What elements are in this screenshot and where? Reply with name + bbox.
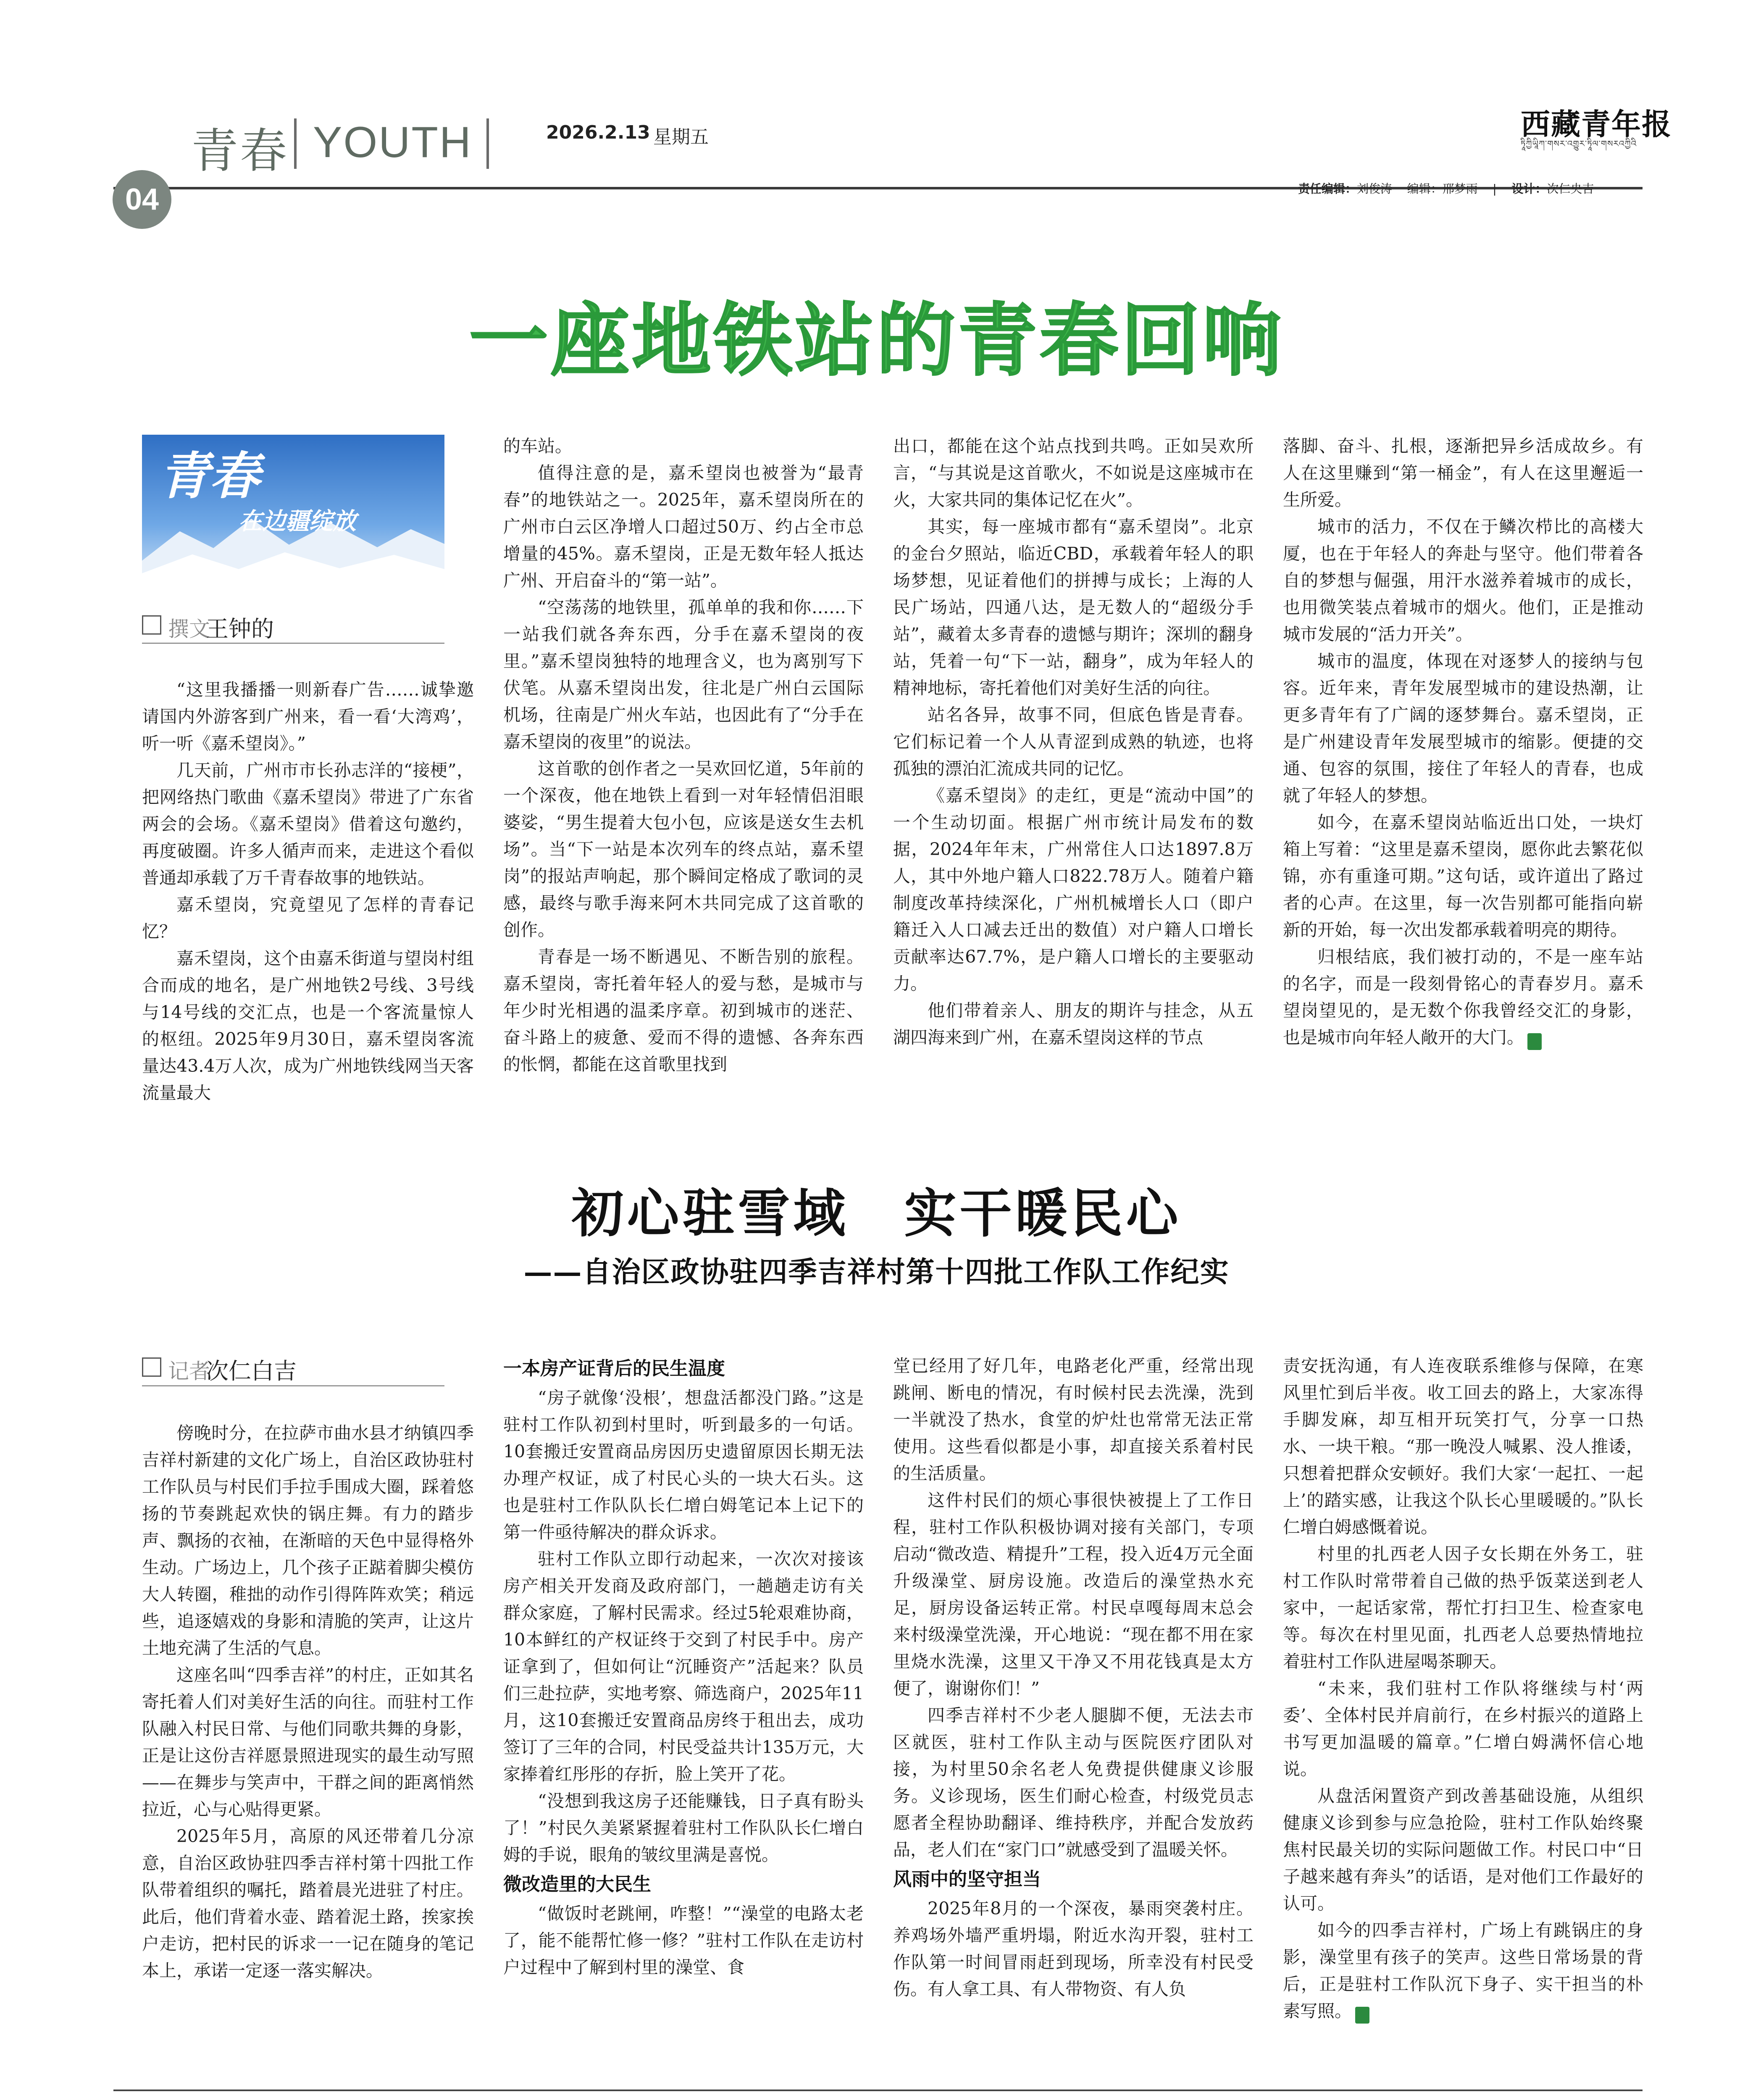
- copy-editor-label: 编辑：: [1407, 182, 1443, 196]
- article2-column-3: [893, 1352, 1254, 2003]
- paragraph: 2025年5月，高原的风还带着几分凉意，自治区政协驻四季吉祥村第十四批工作队带着组织的嘱托，踏着晨光进驻了村庄。此后，他们背着水壶、踏着泥土路，挨家挨户走访，把村民的诉求一一记在随身的笔记本上，承诺一定逐一落实解决。: [142, 1826, 474, 1981]
- byline-icon: [142, 1357, 161, 1377]
- paragraph: 这首歌的创作者之一吴欢回忆道，5年前的一个深夜，他在地铁上看到一对年轻情侣泪眼婆娑，“男生提着大包小包，应该是送女生去机场”。当“下一站是本次列车的终点站，嘉禾望岗”的报站声响起，那个瞬间定格成了歌词的灵感，最终与歌手海来阿木共同完成了这首歌的创作。: [503, 759, 864, 940]
- paragraph: 四季吉祥村不少老人腿脚不便，无法去市区就医，驻村工作队主动与医院医疗团队对接，为村里50余名老人免费提供健康义诊服务。义诊现场，医生们耐心检查，村级党员志愿者全程协助翻译、维持秩序，并配合发放药品，老人们在“家门口”就感受到了温暖关怀。: [893, 1705, 1254, 1860]
- paragraph: 如今，在嘉禾望岗站临近出口处，一块灯箱上写着：“这里是嘉禾望岗，愿你此去繁花似锦，亦有重逢可期。”这句话，或许道出了路过者的心声。在这里，每一次告别都可能指向崭新的开始，每一次出发都承载着明亮的期待。: [1283, 812, 1643, 940]
- paragraph: 驻村工作队立即行动起来，一次次对接该房产相关开发商及政府部门，一趟趟走访有关群众家庭，了解村民需求。经过5轮艰难协商，10本鲜红的产权证终于交到了村民手中。房产证拿到了，但如何让“沉睡资产”活起来？队员们三赴拉萨，实地考察、筛选商户，2025年11月，这10套搬迁安置商品房终于租出去，成功签订了三年的合同，村民受益共计135万元，大家捧着红彤彤的存折，脸上笑开了花。: [503, 1549, 864, 1784]
- subsection-heading: 风雨中的坚守担当: [893, 1869, 1041, 1890]
- paragraph: 落脚、奋斗、扎根，逐渐把异乡活成故乡。有人在这里赚到“第一桶金”，有人在这里邂逅一生所爱。: [1283, 436, 1643, 510]
- designer-name: 次仁央吉: [1547, 182, 1594, 196]
- header-divider: [486, 118, 489, 169]
- paragraph: 从盘活闲置资产到改善基础设施，从组织健康义诊到参与应急抢险，驻村工作队始终聚焦村民最关切的实际问题做工作。村民口中“日子越来越有奔头”的话语，是对他们工作最好的认可。: [1283, 1786, 1643, 1914]
- paragraph: 堂已经用了好几年，电路老化严重，经常出现跳闸、断电的情况，有时候村民去洗澡，洗到一半就没了热水，食堂的炉灶也常常无法正常使用。这些看似都是小事，却直接关系着村民的生活质量。: [893, 1356, 1254, 1483]
- article2-headline: 初心驻雪域 实干暖民心: [571, 1184, 1182, 1244]
- article1-headline: 一座地铁站的青春回响: [469, 295, 1284, 387]
- byline-role: 撰文: [168, 617, 210, 641]
- banner-main-text: 青春: [159, 446, 260, 506]
- subsection-heading: 一本房产证背后的民生温度: [503, 1358, 725, 1379]
- paragraph: 其实，每一座城市都有“嘉禾望岗”。北京的金台夕照站，临近CBD，承载着年轻人的职场梦想，见证着他们的拼搏与成长；上海的人民广场站，四通八达，是无数人的“超级分手站”，藏着太多青春的遗憾与期许；深圳的翻身站，凭着一句“下一站，翻身”，成为年轻人的精神地标，寄托着他们对美好生活的向往。: [893, 517, 1254, 698]
- paragraph: 出口，都能在这个站点找到共鸣。正如吴欢所言，“与其说是这首歌火，不如说是这座城市在火，大家共同的集体记忆在火”。: [893, 436, 1254, 510]
- editor-name: 刘俊涛: [1357, 182, 1393, 196]
- byline-name: 次仁白吉: [206, 1358, 297, 1384]
- paragraph-text: 归根结底，我们被打动的，不是一座车站的名字，而是一段刻骨铭心的青春岁月。嘉禾望岗望见的，是无数个你我曾经交汇的身影，也是城市向年轻人敞开的大门。: [1283, 947, 1643, 1047]
- designer-label: 设计：: [1511, 182, 1547, 196]
- paragraph: 嘉禾望岗，究竟望见了怎样的青春记忆？: [142, 895, 474, 942]
- continuation-rule: [113, 2090, 1643, 2091]
- byline-name: 王钟的: [206, 616, 274, 642]
- article2-column-4: [1283, 1352, 1643, 2024]
- paragraph: 2025年8月的一个深夜，暴雨突袭村庄。养鸡场外墙严重坍塌，附近水沟开裂，驻村工作队第一时间冒雨赶到现场，所幸没有村民受伤。有人拿工具、有人带物资、有人负: [893, 1898, 1254, 1999]
- end-mark-icon: 青: [1355, 2007, 1369, 2024]
- column-banner-image: [142, 435, 444, 585]
- paragraph: 责安抚沟通，有人连夜联系维修与保障，在寒风里忙到后半夜。收工回去的路上，大家冻得手脚发麻，却互相开玩笑打气，分享一口热水、一块干粮。“那一晚没人喊累、没人推诿，只想着把群众安顿好。我们大家‘一起扛、一起上’的踏实感，让我这个队长心里暖暖的。”队长仁增白姆感慨着说。: [1283, 1356, 1643, 1537]
- article2-subheadline: ——自治区政协驻四季吉祥村第十四批工作队工作纪实: [523, 1255, 1230, 1289]
- paragraph: “空荡荡的地铁里，孤单单的我和你……下一站我们就各奔东西，分手在嘉禾望岗的夜里。”嘉禾望岗独特的地理含义，也为离别写下伏笔。从嘉禾望岗出发，往北是广州白云国际机场，往南是广州火车站，也因此有了“分手在嘉禾望岗的夜里”的说法。: [503, 597, 864, 752]
- paragraph: 站名各异，故事不同，但底色皆是青春。它们标记着一个人从青涩到成熟的轨迹，也将孤独的漂泊汇流成共同的记忆。: [893, 705, 1254, 779]
- article2-column-2: [503, 1352, 864, 1981]
- paragraph: “做饭时老跳闸，咋整！”“澡堂的电路太老了，能不能帮忙修一修？”驻村工作队在走访村户过程中了解到村里的澡堂、食: [503, 1903, 864, 1977]
- banner-sub-text: 在边疆绽放: [239, 508, 356, 535]
- section-title-cn: 青春: [191, 124, 289, 178]
- paragraph: “未来，我们驻村工作队将继续与村‘两委’、全体村民并肩前行，在乡村振兴的道路上书写更加温暖的篇章。”仁增白姆满怀信心地说。: [1283, 1678, 1643, 1779]
- issue-weekday: 星期五: [653, 126, 709, 148]
- article2-column-1: [142, 1420, 474, 1984]
- page-number-badge: 04: [113, 170, 171, 229]
- article1-column-3: [893, 433, 1254, 1051]
- paragraph: 几天前，广州市市长孙志洋的“接梗”，把网络热门歌曲《嘉禾望岗》带进了广东省两会的会场。《嘉禾望岗》借着这句邀约，再度破圈。许多人循声而来，走进这个看似普通却承载了万千青春故事的地铁站。: [142, 760, 474, 888]
- paragraph: “没想到我这房子还能赚钱，日子真有盼头了！”村民久美紧紧握着驻村工作队队长仁增白姆的手说，眼角的皱纹里满是喜悦。: [503, 1791, 864, 1865]
- paragraph: [1283, 943, 1643, 1051]
- editorial-credits: [1298, 180, 1594, 197]
- newspaper-logo-tibetan: ཏཱིཀྱིཡཱིཀ་གསར་འགྱུར་ཏཱིལ་གསརའཀྱིའི: [1521, 139, 1637, 149]
- column-banner-illustration: [142, 435, 444, 585]
- paragraph: 值得注意的是，嘉禾望岗也被誉为“最青春”的地铁站之一。2025年，嘉禾望岗所在的广州市白云区净增人口超过50万、约占全市总增量的45%。嘉禾望岗，正是无数年轻人抵达广州、开启奋斗的“第一站”。: [503, 463, 864, 591]
- article1-column-2: [503, 433, 864, 1078]
- paragraph-text: 如今的四季吉祥村，广场上有跳锅庄的身影，澡堂里有孩子的笑声。这些日常场景的背后，正是驻村工作队沉下身子、实干担当的朴素写照。: [1283, 1920, 1643, 2021]
- paragraph: 城市的活力，不仅在于鳞次栉比的高楼大厦，也在于年轻人的奔赴与坚守。他们带着各自的梦想与倔强，用汗水滋养着城市的成长，也用微笑装点着城市的烟火。他们，正是推动城市发展的“活力开关”。: [1283, 517, 1643, 644]
- copy-editor-name: 邢梦雨: [1442, 182, 1478, 196]
- paragraph: 《嘉禾望岗》的走红，更是“流动中国”的一个生动切面。根据广州市统计局发布的数据，2024年年末，广州常住人口达1897.8万人，其中外地户籍人口822.78万人。随着户籍制度改革持续深化，广州机械增长人口（即户籍迁入人口减去迁出的数值）对户籍人口增长贡献率达67.7%，是户籍人口增长的主要驱动力。: [893, 785, 1254, 994]
- byline-icon: [142, 615, 161, 635]
- paragraph: 城市的温度，体现在对逐梦人的接纳与包容。近年来，青年发展型城市的建设热潮，让更多青年有了广阔的逐梦舞台。嘉禾望岗，正是广州建设青年发展型城市的缩影。便捷的交通、包容的氛围，接住了年轻人的青春，也成就了年轻人的梦想。: [1283, 651, 1643, 806]
- byline-rule: [142, 1385, 444, 1386]
- article1-column-4: [1283, 433, 1643, 1051]
- paragraph: 他们带着亲人、朋友的期许与挂念，从五湖四海来到广州，在嘉禾望岗这样的节点: [893, 1000, 1254, 1047]
- paragraph: 村里的扎西老人因子女长期在外务工，驻村工作队时常带着自己做的热乎饭菜送到老人家中，一起话家常，帮忙打扫卫生、检查家电等。每次在村里见面，扎西老人总要热情地拉着驻村工作队进屋喝茶聊天。: [1283, 1544, 1643, 1672]
- byline-role: 记者: [168, 1359, 210, 1383]
- paragraph: 这座名叫“四季吉祥”的村庄，正如其名寄托着人们对美好生活的向往。而驻村工作队融入村民日常、与他们同歌共舞的身影，正是让这份吉祥愿景照进现实的最生动写照——在舞步与笑声中，干群之间的距离悄然拉近，心与心贴得更紧。: [142, 1665, 474, 1819]
- paragraph: “房子就像‘没根’，想盘活都没门路。”这是驻村工作队初到村里时，听到最多的一句话。10套搬迁安置商品房因历史遗留原因长期无法办理产权证，成了村民心头的一块大石头。这也是驻村工作队队长仁增白姆笔记本上记下的第一件亟待解决的群众诉求。: [503, 1388, 864, 1542]
- byline-rule: [142, 643, 444, 644]
- paragraph: 嘉禾望岗，这个由嘉禾街道与望岗村组合而成的地名，是广州地铁2号线、3号线与14号线的交汇点，也是一个客流量惊人的枢纽。2025年9月30日，嘉禾望岗客流量达43.4万人次，成为广州地铁线网当天客流量最大: [142, 948, 474, 1103]
- issue-date: 2026.2.13: [546, 122, 650, 143]
- article1-column-1: [142, 676, 474, 1106]
- paragraph: “这里我播播一则新春广告……诚挚邀请国内外游客到广州来，看一看‘大湾鸡’，听一听《嘉禾望岗》。”: [142, 680, 474, 753]
- end-mark-icon: 青: [1527, 1033, 1542, 1050]
- paragraph: 傍晚时分，在拉萨市曲水县才纳镇四季吉祥村新建的文化广场上，自治区政协驻村工作队员与村民们手拉手围成大圈，踩着悠扬的节奏跳起欢快的锅庄舞。有力的踏步声、飘扬的衣袖，在渐暗的天色中显得格外生动。广场边上，几个孩子正踮着脚尖模仿大人转圈，稚拙的动作引得阵阵欢笑；稍远些，追逐嬉戏的身影和清脆的笑声，让这片土地充满了生活的气息。: [142, 1423, 474, 1658]
- paragraph: [1283, 1917, 1643, 2024]
- paragraph: 青春是一场不断遇见、不断告别的旅程。嘉禾望岗，寄托着年轻人的爱与愁，是城市与年少时光相遇的温柔序章。初到城市的迷茫、奋斗路上的疲惫、爱而不得的遗憾、各奔东西的怅惘，都能在这首歌里找到: [503, 947, 864, 1074]
- newspaper-logo: 西藏青年报: [1521, 107, 1672, 142]
- paragraph: 这件村民们的烦心事很快被提上了工作日程，驻村工作队积极协调对接有关部门，专项启动“微改造、精提升”工程，投入近4万元全面升级澡堂、厨房设施。改造后的澡堂热水充足，厨房设备运转正常。村民卓嘎每周末总会来村级澡堂洗澡，开心地说：“现在都不用在家里烧水洗澡，这里又干净又不用花钱真是太方便了，谢谢你们！”: [893, 1490, 1254, 1698]
- editor-label: 责任编辑：: [1298, 182, 1357, 196]
- subsection-heading: 微改造里的大民生: [503, 1874, 651, 1895]
- section-title-en: YOUTH: [313, 118, 472, 167]
- paragraph: 的车站。: [503, 436, 572, 456]
- header-divider: [294, 118, 297, 169]
- credits-separator: |: [1493, 182, 1497, 196]
